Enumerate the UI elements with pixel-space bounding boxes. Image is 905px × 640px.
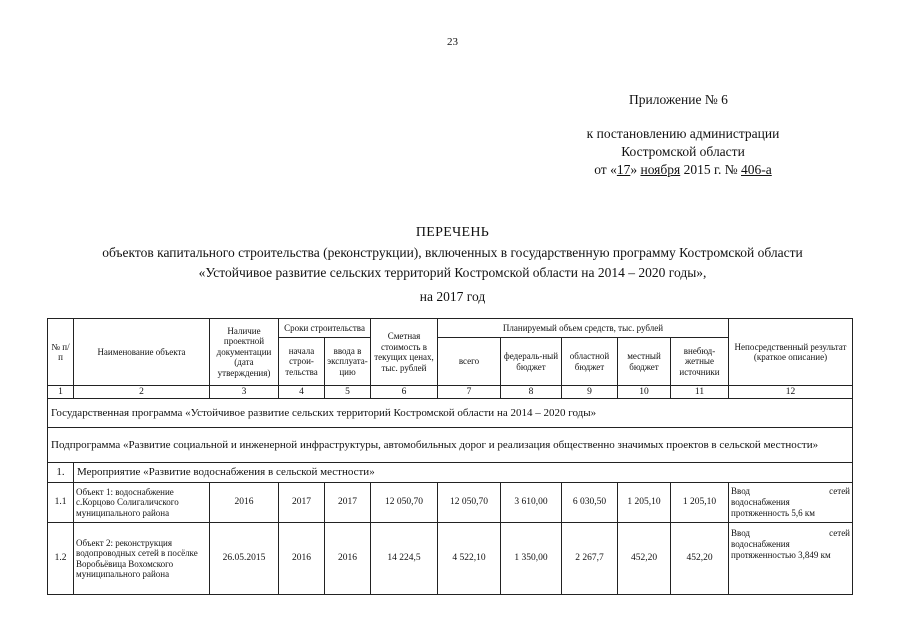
header-start: начала строи-тельства	[279, 338, 325, 386]
heading-line-2: «Устойчивое развитие сельских территорий Костромской области на 2014 – 2020 годы»,	[198, 265, 707, 280]
result-word-a: Ввод	[731, 528, 751, 538]
activity-title: Мероприятие «Развитие водоснабжения в сельской местности»	[74, 463, 853, 483]
decree-date	[572, 161, 794, 179]
document-title: ПЕРЕЧЕНЬ	[415, 225, 490, 240]
subprogram-row	[48, 428, 853, 463]
col-number: 5	[325, 386, 371, 399]
col-number: 11	[671, 386, 729, 399]
header-regional: областной бюджет	[562, 338, 618, 386]
row-local: 452,20	[618, 523, 671, 595]
header-row-1	[48, 319, 853, 338]
row-cost: 14 224,5	[371, 523, 438, 595]
program-row	[48, 399, 853, 428]
col-number: 10	[618, 386, 671, 399]
col-number: 3	[210, 386, 279, 399]
result-rest: водоснабжения протяженностью 3,849 км	[731, 539, 831, 560]
column-numbers-row	[48, 386, 853, 399]
row-local: 1 205,10	[618, 483, 671, 523]
result-rest: водоснабжения протяженность 5,6 км	[731, 497, 815, 518]
activity-row	[48, 463, 853, 483]
row-docs: 2016	[210, 483, 279, 523]
row-start: 2016	[279, 523, 325, 595]
activity-num: 1.	[48, 463, 74, 483]
result-word-b: сетей	[829, 486, 850, 496]
appendix-title: Приложение № 6	[629, 92, 728, 107]
header-federal: федераль-ный бюджет	[501, 338, 562, 386]
row-federal: 3 610,00	[501, 483, 562, 523]
header-planned: Планируемый объем средств, тыс. рублей	[438, 319, 729, 338]
row-total: 4 522,10	[438, 523, 501, 595]
row-object-name: Объект 1: водоснабжение с.Корцово Солигаличского муниципального района	[74, 483, 210, 523]
table-row	[48, 483, 853, 523]
row-num: 1.2	[48, 523, 74, 595]
col-number: 7	[438, 386, 501, 399]
row-offbudget: 1 205,10	[671, 483, 729, 523]
row-num: 1.1	[48, 483, 74, 523]
row-cost: 12 050,70	[371, 483, 438, 523]
header-terms: Сроки строительства	[279, 319, 371, 338]
row-regional: 6 030,50	[562, 483, 618, 523]
decree-number: 406-а	[741, 162, 772, 177]
date-mid-1: »	[630, 162, 641, 177]
col-number: 9	[562, 386, 618, 399]
program-title: Государственная программа «Устойчивое развитие сельских территорий Костромской области на 2014 – 2020 годы»	[48, 399, 853, 428]
col-number: 8	[501, 386, 562, 399]
col-number: 4	[279, 386, 325, 399]
row-start: 2017	[279, 483, 325, 523]
row-commission: 2016	[325, 523, 371, 595]
row-regional: 2 267,7	[562, 523, 618, 595]
result-word-b: сетей	[829, 528, 850, 538]
header-commission: ввода в эксплуата-цию	[325, 338, 371, 386]
date-month: ноября	[640, 162, 681, 177]
date-day: 17	[616, 162, 631, 177]
decree-reference	[572, 125, 794, 179]
subprogram-title: Подпрограмма «Развитие социальной и инженерной инфраструктуры, автомобильных дорог и реализация общественно значимых проектов в сельской местности»	[48, 428, 853, 463]
header-name: Наименование объекта	[74, 319, 210, 386]
header-num: № п/п	[48, 319, 74, 386]
col-number: 2	[74, 386, 210, 399]
row-offbudget: 452,20	[671, 523, 729, 595]
result-word-a: Ввод	[731, 486, 751, 496]
header-result: Непосредственный результат (краткое описание)	[729, 319, 853, 386]
header-offbudget: внебюд-жетные источники	[671, 338, 729, 386]
header-docs: Наличие проектной документации (дата утверждения)	[210, 319, 279, 386]
row-result	[729, 483, 853, 523]
header-cost: Сметная стоимость в текущих ценах, тыс. рублей	[371, 319, 438, 386]
decree-line-1: к постановлению администрации	[586, 126, 780, 141]
row-docs: 26.05.2015	[210, 523, 279, 595]
objects-table	[47, 318, 853, 595]
col-number: 6	[371, 386, 438, 399]
row-commission: 2017	[325, 483, 371, 523]
row-result	[729, 523, 853, 595]
row-total: 12 050,70	[438, 483, 501, 523]
table-row	[48, 523, 853, 595]
heading-line-1: объектов капитального строительства (реконструкции), включенных в государственную программу Костромской области	[102, 245, 803, 260]
header-total: всего	[438, 338, 501, 386]
date-mid-2: 2015 г. №	[680, 162, 742, 177]
row-federal: 1 350,00	[501, 523, 562, 595]
heading-line-3: на 2017 год	[419, 289, 486, 304]
page-number: 23	[447, 36, 458, 48]
col-number: 1	[48, 386, 74, 399]
header-local: местный бюджет	[618, 338, 671, 386]
row-object-name: Объект 2: реконструкция водопроводных сетей в посёлке Воробьёвица Вохомского муниципального района	[74, 523, 210, 595]
date-prefix: от «	[594, 162, 617, 177]
decree-line-2: Костромской области	[621, 144, 745, 159]
document-heading	[0, 223, 905, 307]
col-number: 12	[729, 386, 853, 399]
